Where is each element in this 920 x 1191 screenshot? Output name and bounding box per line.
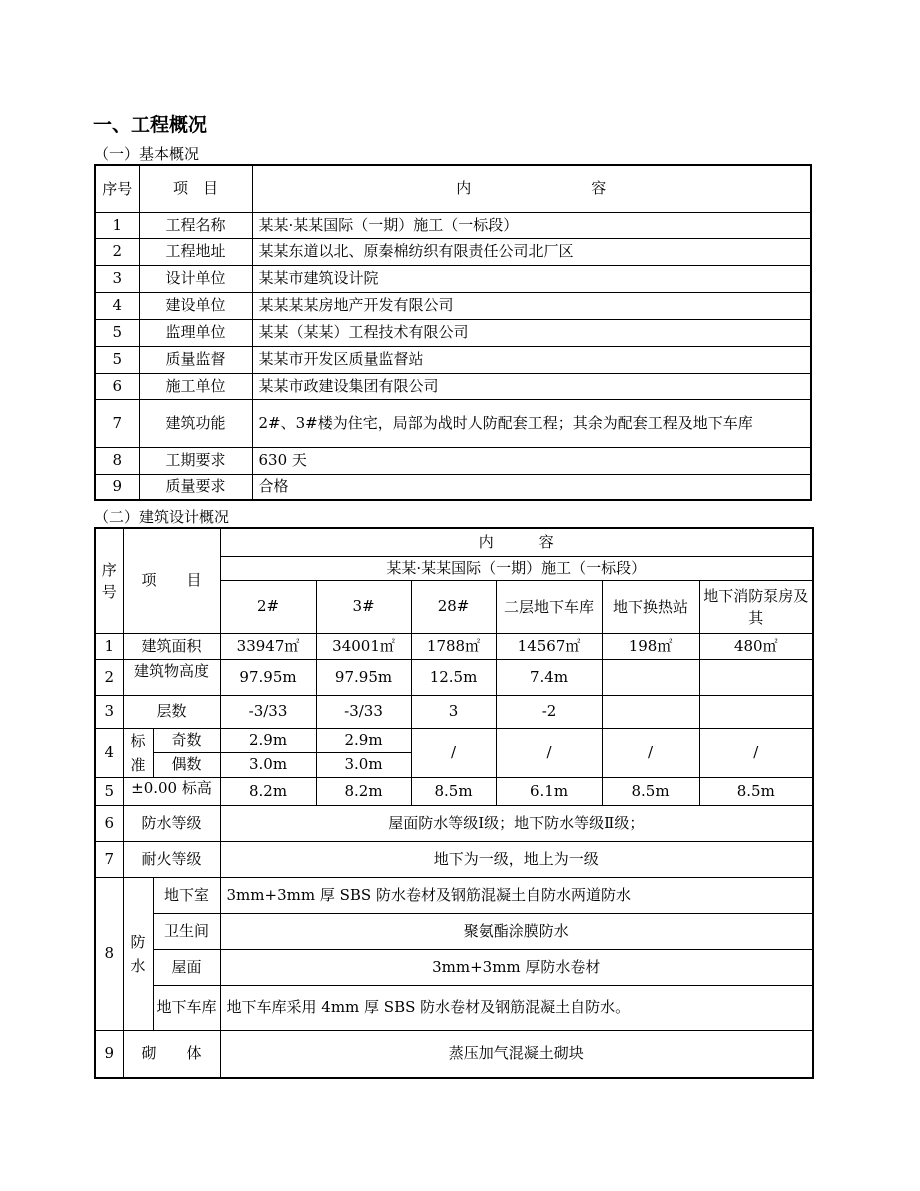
building-header: 地下换热站 bbox=[602, 580, 699, 633]
row-no: 1 bbox=[95, 633, 123, 659]
cell-value: -3/33 bbox=[220, 695, 316, 728]
table-row bbox=[95, 265, 811, 292]
table-row bbox=[95, 728, 813, 753]
cell-value: 97.95m bbox=[220, 659, 316, 695]
cell-value: 3.0m bbox=[220, 753, 316, 778]
table-row bbox=[95, 777, 813, 805]
row-no: 5 bbox=[95, 346, 139, 373]
even-floor-label: 偶数 bbox=[153, 753, 220, 778]
row-no: 8 bbox=[95, 877, 123, 1030]
sub-content: 3mm+3mm 厚防水卷材 bbox=[220, 949, 813, 985]
col-header-no: 序号 bbox=[95, 528, 123, 633]
row-content: 屋面防水等级Ⅰ级；地下防水等级Ⅱ级； bbox=[220, 805, 813, 841]
table-row bbox=[95, 877, 813, 913]
table-row bbox=[95, 474, 811, 500]
row-no: 1 bbox=[95, 212, 139, 238]
row-item: 质量要求 bbox=[139, 474, 252, 500]
table-row bbox=[95, 985, 813, 1030]
page-heading: 一、工程概况 bbox=[93, 114, 208, 136]
section2-title: （二）建筑设计概况 bbox=[94, 508, 230, 526]
cell-value: 8.2m bbox=[220, 777, 316, 805]
col-header-no: 序号 bbox=[95, 165, 139, 212]
row-group-label: 防水 bbox=[123, 877, 153, 1030]
sub-content: 地下车库采用 4mm 厚 SBS 防水卷材及钢筋混凝土自防水。 bbox=[220, 985, 813, 1030]
building-header: 28# bbox=[411, 580, 496, 633]
cell-value: / bbox=[496, 728, 602, 777]
table-row bbox=[95, 238, 811, 265]
row-item: 质量监督 bbox=[139, 346, 252, 373]
row-item: 施工单位 bbox=[139, 373, 252, 399]
cell-value: 8.5m bbox=[699, 777, 813, 805]
table-row bbox=[95, 633, 813, 659]
cell-value: 1788㎡ bbox=[411, 633, 496, 659]
row-no: 3 bbox=[95, 265, 139, 292]
table-row bbox=[95, 949, 813, 985]
row-item: 耐火等级 bbox=[123, 841, 220, 877]
row-item: 建筑功能 bbox=[139, 399, 252, 447]
cell-value: 14567㎡ bbox=[496, 633, 602, 659]
row-no: 9 bbox=[95, 1030, 123, 1078]
row-content: 合格 bbox=[252, 474, 811, 500]
row-item-text: ±0.00 标高 bbox=[131, 779, 212, 797]
cell-value: 198㎡ bbox=[602, 633, 699, 659]
table-row bbox=[95, 346, 811, 373]
cell-value: 2.9m bbox=[220, 728, 316, 753]
building-header: 二层地下车库 bbox=[496, 580, 602, 633]
cell-value: 3 bbox=[411, 695, 496, 728]
table-row bbox=[95, 399, 811, 447]
row-no: 3 bbox=[95, 695, 123, 728]
design-info-table bbox=[94, 527, 814, 1079]
cell-value: 8.5m bbox=[602, 777, 699, 805]
cell-value: 8.5m bbox=[411, 777, 496, 805]
row-item bbox=[123, 659, 220, 695]
sub-content: 3mm+3mm 厚 SBS 防水卷材及钢筋混凝土自防水两道防水 bbox=[220, 877, 813, 913]
row-content: 某某东道以北、原秦棉纺织有限责任公司北厂区 bbox=[252, 238, 811, 265]
table-row bbox=[95, 212, 811, 238]
cell-value: 8.2m bbox=[316, 777, 411, 805]
cell-value: 12.5m bbox=[411, 659, 496, 695]
cell-value: 3.0m bbox=[316, 753, 411, 778]
col-header-content: 内 容 bbox=[220, 528, 813, 556]
row-no: 4 bbox=[95, 292, 139, 319]
row-content: 某某市开发区质量监督站 bbox=[252, 346, 811, 373]
row-no: 2 bbox=[95, 659, 123, 695]
building-header: 3# bbox=[316, 580, 411, 633]
row-content: 630 天 bbox=[252, 447, 811, 474]
row-no: 7 bbox=[95, 841, 123, 877]
building-header: 地下消防泵房及其 bbox=[699, 580, 813, 633]
cell-value: / bbox=[699, 728, 813, 777]
row-item: 防水等级 bbox=[123, 805, 220, 841]
table-row bbox=[95, 913, 813, 949]
col-header-item: 项 目 bbox=[139, 165, 252, 212]
odd-floor-label: 奇数 bbox=[153, 728, 220, 753]
table-row bbox=[95, 319, 811, 346]
cell-value: -3/33 bbox=[316, 695, 411, 728]
cell-value: / bbox=[602, 728, 699, 777]
row-item: 监理单位 bbox=[139, 319, 252, 346]
cell-value: 480㎡ bbox=[699, 633, 813, 659]
row-item: 工期要求 bbox=[139, 447, 252, 474]
row-content: 某某（某某）工程技术有限公司 bbox=[252, 319, 811, 346]
row-item-text: 建筑物高度 bbox=[134, 661, 210, 680]
row-no: 8 bbox=[95, 447, 139, 474]
cell-value: 97.95m bbox=[316, 659, 411, 695]
row-no: 2 bbox=[95, 238, 139, 265]
row-no: 5 bbox=[95, 777, 123, 805]
cell-value: 34001㎡ bbox=[316, 633, 411, 659]
table-row bbox=[95, 1030, 813, 1078]
cell-value: / bbox=[411, 728, 496, 777]
sub-label: 卫生间 bbox=[153, 913, 220, 949]
row-content: 某某某某房地产开发有限公司 bbox=[252, 292, 811, 319]
cell-value bbox=[602, 695, 699, 728]
row-no: 5 bbox=[95, 319, 139, 346]
row-content: 某某·某某国际（一期）施工（一标段） bbox=[252, 212, 811, 238]
table-row bbox=[95, 373, 811, 399]
row-no: 7 bbox=[95, 399, 139, 447]
row-item: 建设单位 bbox=[139, 292, 252, 319]
sub-label: 地下车库 bbox=[153, 985, 220, 1030]
table-row bbox=[95, 805, 813, 841]
row-item: 工程地址 bbox=[139, 238, 252, 265]
col-header-content: 内 容 bbox=[252, 165, 811, 212]
sub-label: 地下室 bbox=[153, 877, 220, 913]
row-no: 6 bbox=[95, 373, 139, 399]
cell-value: -2 bbox=[496, 695, 602, 728]
row-item: 设计单位 bbox=[139, 265, 252, 292]
table-row bbox=[95, 292, 811, 319]
cell-value: 2.9m bbox=[316, 728, 411, 753]
col-header-item: 项 目 bbox=[123, 528, 220, 633]
row-content: 地下为一级，地上为一级 bbox=[220, 841, 813, 877]
project-name: 某某·某某国际（一期）施工（一标段） bbox=[220, 556, 813, 580]
row-no: 9 bbox=[95, 474, 139, 500]
row-item: 砌 体 bbox=[123, 1030, 220, 1078]
row-content: 某某市建筑设计院 bbox=[252, 265, 811, 292]
table-row bbox=[95, 659, 813, 695]
cell-value: 33947㎡ bbox=[220, 633, 316, 659]
sub-content: 聚氨酯涂膜防水 bbox=[220, 913, 813, 949]
row-no: 6 bbox=[95, 805, 123, 841]
row-item bbox=[123, 777, 220, 805]
row-no: 4 bbox=[95, 728, 123, 777]
row-group-label: 标准 bbox=[123, 728, 153, 777]
cell-value bbox=[699, 659, 813, 695]
cell-value bbox=[699, 695, 813, 728]
table-row bbox=[95, 695, 813, 728]
row-item: 层数 bbox=[123, 695, 220, 728]
cell-value bbox=[602, 659, 699, 695]
cell-value: 7.4m bbox=[496, 659, 602, 695]
sub-label: 屋面 bbox=[153, 949, 220, 985]
section1-title: （一）基本概况 bbox=[94, 145, 200, 163]
cell-value: 6.1m bbox=[496, 777, 602, 805]
basic-info-table bbox=[94, 164, 812, 501]
row-content: 蒸压加气混凝土砌块 bbox=[220, 1030, 813, 1078]
row-item: 建筑面积 bbox=[123, 633, 220, 659]
row-content: 某某市政建设集团有限公司 bbox=[252, 373, 811, 399]
table-row bbox=[95, 841, 813, 877]
building-header: 2# bbox=[220, 580, 316, 633]
row-item: 工程名称 bbox=[139, 212, 252, 238]
table-row bbox=[95, 447, 811, 474]
row-content: 2#、3#楼为住宅，局部为战时人防配套工程；其余为配套工程及地下车库 bbox=[252, 399, 811, 447]
